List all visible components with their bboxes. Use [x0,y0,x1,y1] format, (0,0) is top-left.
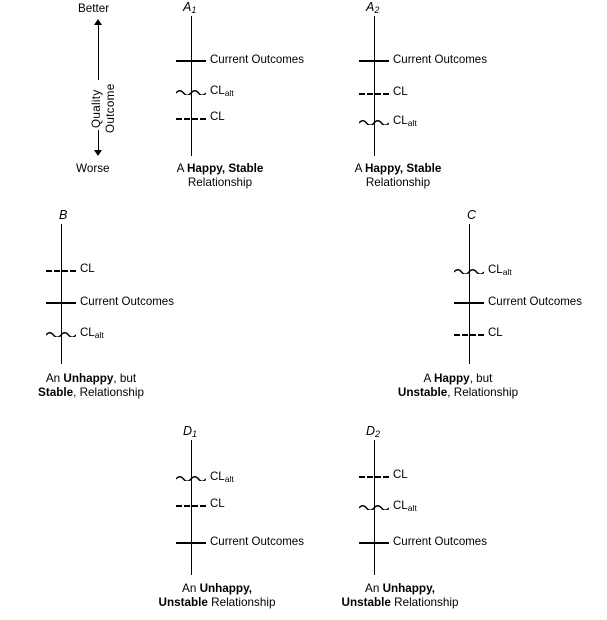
panel-a1-label: $A_1$ [183,0,197,15]
axis-label-worse: Worse [76,162,110,175]
panel-b-label-current-outcomes: Current Outcomes [80,296,174,308]
panel-a1-mark-cl [176,118,206,120]
panel-a1-axis [191,16,192,156]
panel-a2-label-cl-alt: $CL_{alt}$ [393,115,417,128]
panel-d1-caption-line1: An Unhappy, [182,582,252,595]
axis-line-upper [98,25,99,80]
panel-b-mark-cl-alt [46,330,76,337]
panel-a2-axis [374,16,375,156]
panel-a2-mark-cl [359,93,389,95]
axis-label-outcome: Outcome [104,83,117,133]
panel-c-label-cl: CL [488,327,503,339]
panel-a2-label-current-outcomes: Current Outcomes [393,54,487,66]
panel-b-label: B [59,208,68,222]
panel-c-caption-line1: A Happy, but [423,372,493,385]
panel-a2-mark-cl-alt [359,118,389,125]
panel-a2-mark-current-outcomes [359,60,389,62]
panel-a2-label: $A_2$ [366,0,380,15]
panel-d1-axis [191,440,192,575]
panel-d1-label-cl: CL [210,498,225,510]
panel-b-axis [61,224,62,364]
panel-a2-label-cl: CL [393,86,408,98]
panel-d2-mark-cl [359,476,389,478]
panel-a1-caption-line1: A Happy, Stable [176,162,264,175]
panel-d1-mark-cl-alt [176,474,206,481]
panel-b-mark-current-outcomes [46,302,76,304]
arrow-down-icon [94,150,102,156]
panel-c-label: C [467,208,477,222]
panel-d1-caption-line2: Unstable Relationship [158,596,276,609]
panel-d2-mark-cl-alt [359,503,389,510]
panel-d1-label-cl-alt: $CL_{alt}$ [210,471,234,484]
panel-d2-label-current-outcomes: Current Outcomes [393,536,487,548]
panel-a1-mark-current-outcomes [176,60,206,62]
panel-d1-label-current-outcomes: Current Outcomes [210,536,304,548]
panel-b-caption-line2: Stable, Relationship [38,386,144,399]
panel-c-label-current-outcomes: Current Outcomes [488,296,582,308]
axis-label-better: Better [78,2,110,15]
panel-a1-mark-cl-alt [176,88,206,95]
panel-b-label-cl-alt: $CL_{alt}$ [80,327,104,340]
panel-d2 [341,424,523,619]
panel-c [397,208,607,399]
panel-a1-label-current-outcomes: Current Outcomes [210,54,304,66]
panel-c-mark-current-outcomes [454,302,484,304]
panel-d1-mark-current-outcomes [176,542,206,544]
panel-c-mark-cl-alt [454,267,484,274]
panel-a1-label-cl: CL [210,111,225,123]
panel-d1-label: $D_1$ [183,424,198,439]
panel-d2-label: $D_2$ [366,424,381,439]
panel-d2-label-cl-alt: $CL_{alt}$ [393,500,417,513]
panel-c-caption-line2: Unstable, Relationship [397,386,519,399]
axis-label-quality: Quality [90,89,103,128]
panel-d2-mark-current-outcomes [359,542,389,544]
panel-c-mark-cl [454,334,484,336]
panel-a2-caption-line2: Relationship [365,176,431,189]
panel-d2-label-cl: CL [393,469,408,481]
panel-b-label-cl: CL [80,263,95,275]
panel-a1-label-cl-alt: $CL_{alt}$ [210,85,234,98]
panel-d1-mark-cl [176,505,206,507]
panel-a1-caption-line2: Relationship [187,176,253,189]
panel-b-caption-line1: An Unhappy, but [45,372,137,385]
panel-a2 [353,0,523,190]
outcome-quality-axis [72,0,142,185]
panel-c-label-cl-alt: $CL_{alt}$ [488,264,512,277]
panel-b-mark-cl [46,270,76,272]
panel-d2-caption-line1: An Unhappy, [365,582,435,595]
panel-b [40,208,240,398]
panel-c-axis [469,224,470,364]
axis-line-lower [98,130,99,150]
panel-d2-caption-line2: Unstable Relationship [341,596,459,609]
panel-a1 [170,0,330,190]
panel-a2-caption-line1: A Happy, Stable [354,162,442,175]
